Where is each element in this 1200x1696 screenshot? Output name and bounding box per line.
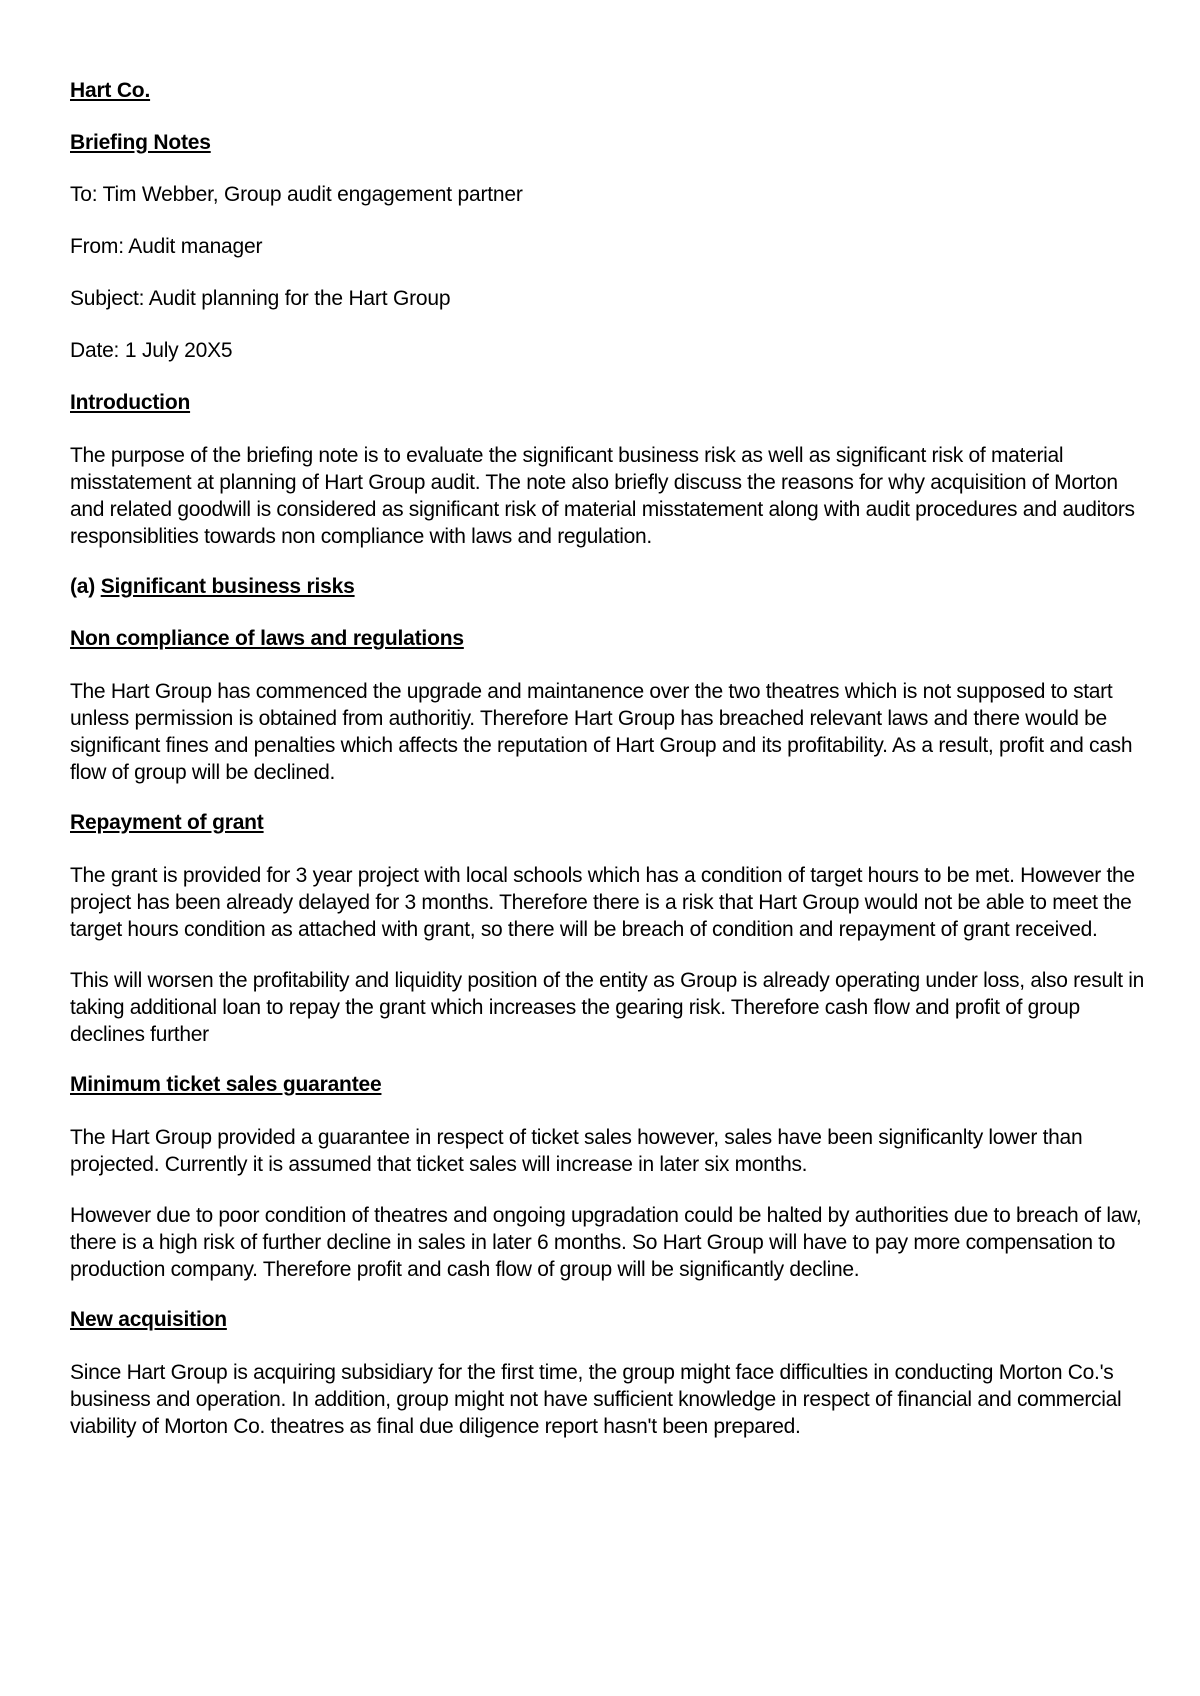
company-name: Hart Co.	[70, 79, 151, 102]
section-a-title: Significant business risks	[100, 575, 355, 598]
repayment-heading: Repayment of grant	[70, 811, 264, 834]
introduction-paragraph: The purpose of the briefing note is to evaluate the significant business risk as well as significant risk of material misstatement at planning of Hart Group audit. The note also briefly discuss the reasons for why acquisition of Morton and related goodwill is considered as significant risk of material misstatement along with audit procedures and auditors responsiblities towards non compliance with laws and regulation.	[70, 444, 1135, 548]
section-a-heading	[70, 574, 1145, 600]
non-compliance-heading: Non compliance of laws and regulations	[70, 627, 464, 650]
minimum-ticket-paragraph-1: The Hart Group provided a guarantee in respect of ticket sales however, sales have been significanlty lower than projected. Currently it is assumed that ticket sales will increase in later six months.	[70, 1126, 1083, 1176]
document-page	[70, 78, 1145, 1464]
minimum-ticket-heading: Minimum ticket sales guarantee	[70, 1073, 382, 1096]
document-type: Briefing Notes	[70, 131, 211, 154]
repayment-paragraph-1: The grant is provided for 3 year project with local schools which has a condition of target hours to be met. However the project has been already delayed for 3 months. Therefore there is a risk that Hart Group would not be able to meet the target hours condition as attached with grant, so there will be breach of condition and repayment of grant received.	[70, 864, 1135, 941]
non-compliance-paragraph: The Hart Group has commenced the upgrade and maintanence over the two theatres which is not supposed to start unless permission is obtained from authoritiy. Therefore Hart Group has breached relevant laws and there would be significant fines and penalties which affects the reputation of Hart Group and its profitability. As a result, profit and cash flow of group will be declined.	[70, 680, 1133, 784]
section-a-prefix: (a)	[70, 575, 101, 598]
memo-subject: Subject: Audit planning for the Hart Group	[70, 287, 451, 310]
memo-to: To: Tim Webber, Group audit engagement partner	[70, 183, 523, 206]
memo-from: From: Audit manager	[70, 235, 263, 258]
new-acquisition-paragraph: Since Hart Group is acquiring subsidiary for the first time, the group might face difficulties in conducting Morton Co.'s business and operation. In addition, group might not have sufficient knowledge in respect of financial and commercial viability of Morton Co. theatres as final due diligence report hasn't been prepared.	[70, 1361, 1122, 1438]
repayment-paragraph-2: This will worsen the profitability and liquidity position of the entity as Group is already operating under loss, also result in taking additional loan to repay the grant which increases the gearing risk. Therefore cash flow and profit of group declines further	[70, 969, 1145, 1046]
memo-date: Date: 1 July 20X5	[70, 339, 233, 362]
new-acquisition-heading: New acquisition	[70, 1308, 227, 1331]
minimum-ticket-paragraph-2: However due to poor condition of theatres and ongoing upgradation could be halted by authorities due to breach of law, there is a high risk of further decline in sales in later 6 months. So Hart Group will have to pay more compensation to production company. Therefore profit and cash flow of group will be significantly decline.	[70, 1204, 1142, 1281]
introduction-heading: Introduction	[70, 391, 191, 414]
